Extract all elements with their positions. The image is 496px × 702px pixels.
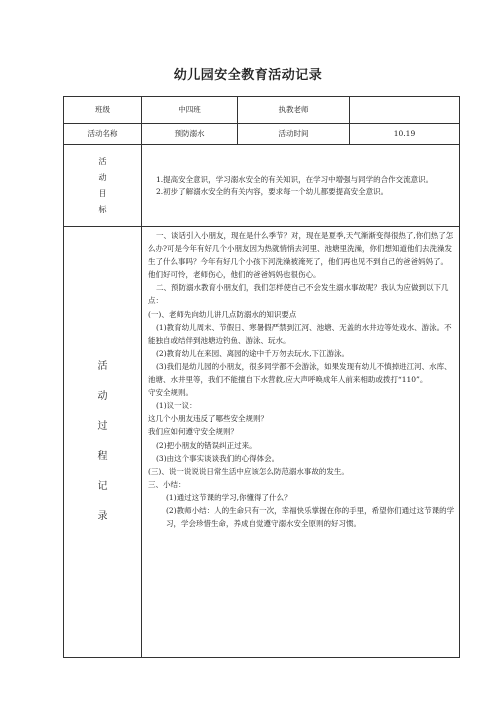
- process-paragraph: (三)、说一说说说日常生活中应该怎么防范溺水事故的发生。: [148, 466, 349, 476]
- teacher-label: 执教老师: [238, 97, 350, 124]
- process-paragraph: (1)议一议：: [156, 401, 197, 411]
- goals-label-char: 动: [98, 172, 107, 182]
- process-paragraph: (2)把小朋友的错误纠正过来。: [156, 440, 257, 450]
- process-paragraph: (3)我们是幼儿园的小朋友，很多同学都不会游泳，如果发现有幼儿不慎掉进江河、水库、池塘、水井里等，我们不能擅自下水营救,应大声呼唤成年人前来相助或拨打“110”。: [148, 361, 452, 385]
- process-label-char: 程: [97, 451, 108, 462]
- class-value: 中四班: [142, 97, 238, 124]
- activity-name-value: 预防溺水: [142, 124, 238, 145]
- process-paragraph: 这几个小朋友违反了哪些安全规则？: [148, 414, 268, 424]
- process-label: [97, 352, 109, 532]
- process-paragraph: (3)由这个事实谈谈我们的心得体会。: [156, 453, 280, 463]
- activity-time-label: 活动时间: [238, 124, 350, 145]
- table-row: [64, 227, 460, 658]
- process-label-char: 动: [97, 391, 108, 402]
- process-paragraph: (1)通过这节课的学习,你懂得了什么？: [166, 492, 292, 502]
- table-row: [64, 124, 460, 145]
- activity-record-table: [63, 96, 460, 658]
- process-label-char: 活: [97, 361, 108, 372]
- goals-label: [97, 154, 109, 218]
- process-label-char: 录: [97, 511, 108, 522]
- table-row: [64, 97, 460, 124]
- table-row: [64, 145, 460, 227]
- goal-line: 2.初步了解溺水安全的有关内容，要求每一个幼儿都要提高安全意识。: [156, 186, 389, 196]
- process-paragraph: 守安全规则。: [148, 388, 193, 398]
- process-paragraph: (一)、老师先向幼儿讲几点防溺水的知识要点: [148, 309, 297, 319]
- activity-name-label: 活动名称: [64, 124, 142, 145]
- process-paragraph: 我们应如何遵守安全规则？: [148, 427, 238, 437]
- page-title: 幼儿园安全教育活动记录: [173, 68, 323, 83]
- process-paragraph: (2)教育幼儿在来园、离园的途中千万勿去玩水,下江游泳。: [156, 348, 350, 358]
- goal-line: 1.提高安全意识，学习溺水安全的有关知识，在学习中增强与同学的合作交流意识。: [156, 174, 434, 184]
- teacher-value: [350, 97, 460, 124]
- process-content: [142, 227, 460, 658]
- goals-label-cell: [64, 145, 142, 227]
- process-label-char: 过: [97, 421, 108, 432]
- goals-label-char: 标: [98, 204, 107, 214]
- goals-label-char: 活: [98, 156, 107, 166]
- process-paragraph: (2)教师小结：人的生命只有一次，幸福快乐掌握在你的手里，希望你们通过这节课的学习，学会珍惜生命，养成自觉遵守溺水安全原则的好习惯。: [166, 505, 455, 529]
- class-label: 班级: [64, 97, 142, 124]
- goals-label-char: 目: [98, 188, 107, 198]
- process-label-char: 记: [97, 481, 108, 492]
- process-label-cell: [64, 227, 142, 658]
- process-paragraph: 一、谈话引入小朋友，现在是什么季节？对，现在是夏季,天气渐渐变得很热了,你们热了怎么办?可是今年有好几个小朋友因为热就悄悄去河里、池塘里洗澡，你们想知道他们去洗澡发生了什么事吗？今年有好几个小孩下河洗澡被淹死了，他们再也见不到自己的爸爸妈妈了。他们好可怜，老师伤心，他们的爸爸妈妈也很伤心。: [148, 231, 454, 280]
- goals-content: [142, 145, 460, 227]
- activity-time-value: 10.19: [350, 124, 460, 145]
- process-paragraph: 二、预防溺水教育小朋友们，我们怎样使自己不会发生溺水事故呢？我认为应做到以下几点：: [148, 283, 449, 306]
- process-paragraph: 三、小结：: [148, 479, 186, 489]
- process-paragraph: (1)教育幼儿周末、节假日、寒暑假严禁到江河、池塘、无盖的水井边等处戏水、游泳。不能独自或结伴到池塘边钓鱼、游泳、玩水。: [148, 322, 452, 345]
